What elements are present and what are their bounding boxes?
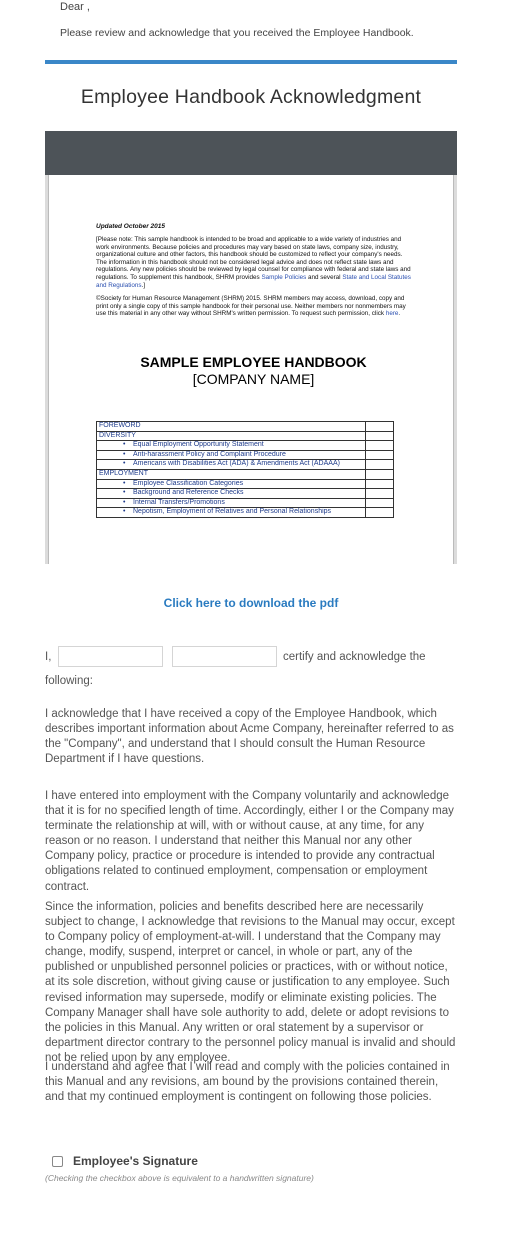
doc-disclaimer: [Please note: This sample handbook is intended to be broad and applicable to a wide variety of industries and work environments. Because policies and procedures may vary based on state laws, company size, industry, organizational culture and other factors, this handbook should be customized to reflect your company's needs. The information in this handbook should not be considered legal advice and does not reflect state laws and regulations. Any new policies should be reviewed by legal counsel for compliance with federal and state laws and regulations. To supplement this handbook, SHRM provides Sample Policies and several State and Local Statutes and Regulations.] [96, 236, 411, 289]
toc-entry-bullet[interactable] [97, 508, 366, 518]
pdf-viewer[interactable] [45, 131, 457, 564]
acknowledgment-paragraph-2: I have entered into employment with the Company voluntarily and acknowledge that it is for no specified length of time. Accordingly, either I or the Company may terminate the relationship at will, with or without cause, at any time, for any reason or no reason. I understand that neither this Manual nor any other Company policy, practice or procedure is intended to provide any contractual obligations related to continued employment, compensation or employment contract. [45, 790, 454, 893]
toc-page-cell [366, 431, 394, 441]
toc-entry-bullet[interactable] [97, 450, 366, 460]
toc-row [97, 479, 394, 489]
doc-updated-date: Updated October 2015 [96, 223, 165, 230]
signature-checkbox[interactable] [52, 1156, 63, 1167]
greeting: Dear , [60, 1, 90, 13]
toc-row [97, 469, 394, 479]
signature-label[interactable]: Employee's Signature [73, 1154, 198, 1168]
state-statutes-link[interactable]: State and Local Statutes and Regulations [96, 273, 411, 289]
doc-copyright: ©Society for Human Resource Management (SHRM) 2015. SHRM members may access, download, copy and print only a single copy of this sample handbook for their personal use. Neither members nor nonmembers may use this material in any other way without SHRM's written permission. To request such permission, click here. [96, 295, 406, 318]
certify-suffix: certify and acknowledge the following: [45, 651, 426, 687]
toc-entry-text: • Employee Classification Categories [133, 479, 244, 487]
toc-row [97, 431, 394, 441]
toc-row [97, 498, 394, 508]
pdf-page[interactable] [48, 175, 454, 564]
certify-statement [45, 645, 460, 693]
download-pdf-link[interactable]: Click here to download the pdf [163, 596, 339, 610]
toc-row [97, 460, 394, 470]
toc-page-cell [366, 489, 394, 499]
toc-section[interactable]: EMPLOYMENT [97, 469, 366, 479]
acknowledgment-paragraph-1: I acknowledge that I have received a copy of the Employee Handbook, which describes important information about Acme Company, hereinafter referred to as the "Company", and understand that I should consult the Human Resource Department if I have questions. [45, 708, 454, 766]
acknowledgment-paragraph-4: I understand and agree that I will read and comply with the policies contained in this Manual and any revisions, am bound by the provisions contained therein, and that my continued employment is contingent on following those policies. [45, 1061, 450, 1104]
signature-row[interactable] [52, 1154, 198, 1168]
toc-entry-text: • Background and Reference Checks [133, 489, 244, 497]
accent-divider [45, 60, 457, 64]
toc-page-cell [366, 450, 394, 460]
toc-row [97, 421, 394, 431]
doc-heading: SAMPLE EMPLOYEE HANDBOOK [140, 353, 367, 370]
toc-section[interactable]: FOREWORD [97, 421, 366, 431]
toc-row [97, 508, 394, 518]
page-title: Employee Handbook Acknowledgment [80, 86, 422, 108]
last-name-input[interactable] [172, 646, 277, 667]
first-name-input[interactable] [58, 646, 163, 667]
toc-entry-bullet[interactable] [97, 479, 366, 489]
certify-prefix: I, [45, 651, 52, 663]
toc-page-cell [366, 479, 394, 489]
toc-entry-bullet[interactable] [97, 441, 366, 451]
toc-section[interactable]: DIVERSITY [97, 431, 366, 441]
pdf-document-content [96, 223, 411, 518]
toc-entry-bullet[interactable] [97, 498, 366, 508]
toc-entry-text: • Anti-harassment Policy and Complaint Procedure [133, 450, 286, 458]
sample-policies-link[interactable]: Sample Policies [261, 273, 307, 281]
toc-row [97, 489, 394, 499]
intro-text: Please review and acknowledge that you received the Employee Handbook. [60, 27, 414, 39]
signature-note: (Checking the checkbox above is equivalent to a handwritten signature) [45, 1173, 314, 1183]
toc-entry-text: • Nepotism, Employment of Relatives and Personal Relationships [133, 508, 332, 516]
toc-page-cell [366, 508, 394, 518]
toc-page-cell [366, 469, 394, 479]
toc-row [97, 441, 394, 451]
permission-link[interactable]: here [385, 310, 399, 318]
toc-row [97, 450, 394, 460]
toc-entry-text: • Equal Employment Opportunity Statement [133, 441, 264, 449]
acknowledgment-paragraph-3: Since the information, policies and benefits described here are necessarily subject to change, I acknowledge that revisions to the Manual may occur, except to Company policy of employment-at-will. I understand that the Company may change, modify, suspend, interpret or cancel, in whole or part, any of the published or unpublished personnel policies or practices, with or without notice, at its sole discretion, without giving cause or justification to any employee. Such revised information may supersede, modify or eliminate existing policies. The Company Manager shall have sole authority to add, delete or adopt revisions to the policies in this Manual. Any written or oral statement by a supervisor or department director contrary to the personnel policy manual is invalid and should not be relied upon by any employee. [45, 901, 456, 1064]
doc-table-of-contents [96, 421, 394, 518]
toc-page-cell [366, 421, 394, 431]
pdf-viewer-toolbar [45, 131, 457, 175]
toc-page-cell [366, 441, 394, 451]
toc-page-cell [366, 498, 394, 508]
toc-page-cell [366, 460, 394, 470]
toc-entry-bullet[interactable] [97, 460, 366, 470]
toc-entry-text: • Internal Transfers/Promotions [133, 498, 225, 506]
toc-entry-bullet[interactable] [97, 489, 366, 499]
toc-entry-text: • Americans with Disabilities Act (ADA) & Amendments Act (ADAAA) [133, 460, 340, 468]
doc-subheading: [COMPANY NAME] [192, 370, 315, 387]
